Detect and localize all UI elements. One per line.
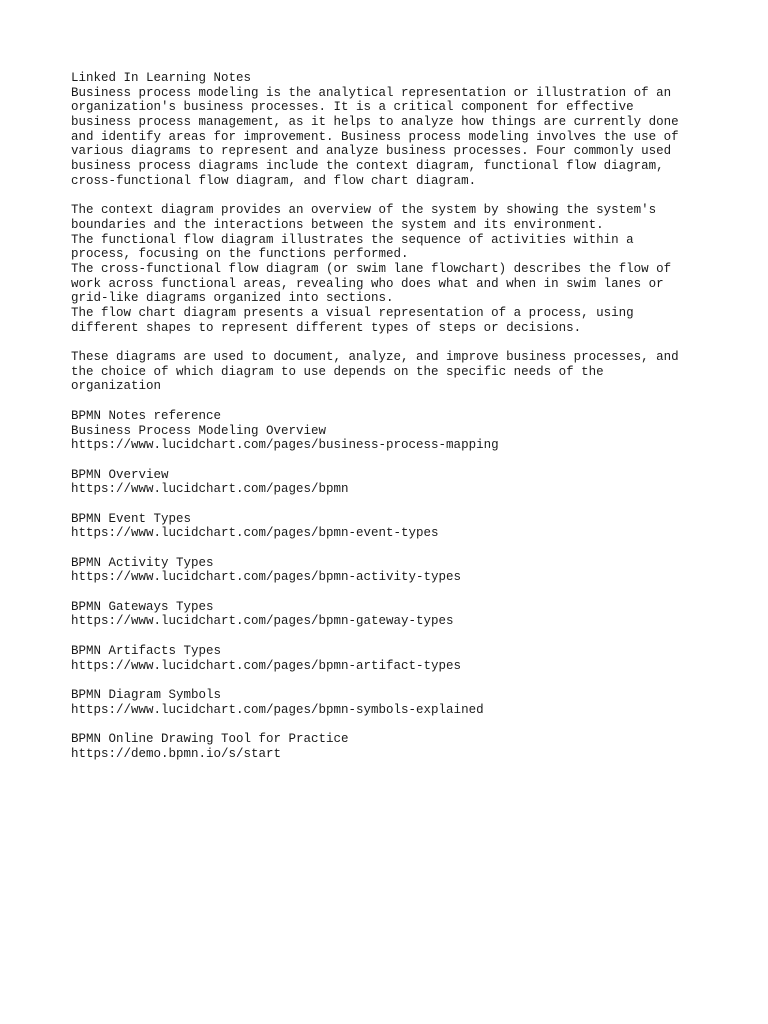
- paragraph-line: organization's business processes. It is a critical component for effective: [71, 100, 634, 115]
- reference-block: [71, 600, 731, 629]
- document-page: [71, 71, 731, 761]
- paragraph-line: process, focusing on the functions performed.: [71, 247, 409, 262]
- reference-url[interactable]: https://www.lucidchart.com/pages/bpmn-event-types: [71, 526, 439, 541]
- reference-heading: BPMN Diagram Symbols: [71, 687, 222, 702]
- reference-block: [71, 468, 731, 497]
- paragraph-line: business process diagrams include the context diagram, functional flow diagram,: [71, 159, 664, 174]
- reference-heading: BPMN Artifacts Types: [71, 643, 222, 658]
- paragraph-line: cross-functional flow diagram, and flow chart diagram.: [71, 173, 477, 188]
- reference-url[interactable]: https://www.lucidchart.com/pages/bpmn: [71, 482, 349, 497]
- paragraph-spacer: [71, 453, 731, 468]
- paragraph-line: The flow chart diagram presents a visual representation of a process, using: [71, 306, 634, 320]
- reference-heading: BPMN Event Types: [71, 511, 192, 526]
- reference-url[interactable]: https://www.lucidchart.com/pages/bpmn-artifact-types: [71, 658, 462, 673]
- reference-block: [71, 644, 731, 673]
- paragraph-line: business process management, as it helps to analyze how things are currently done: [71, 115, 679, 130]
- reference-block: [71, 512, 731, 541]
- reference-block: [71, 556, 731, 585]
- reference-subheading: Business Process Modeling Overview: [71, 423, 327, 438]
- conclusion-paragraph: [71, 350, 731, 394]
- paragraph-spacer: [71, 673, 731, 688]
- intro-paragraph: [71, 86, 731, 189]
- paragraph-line: boundaries and the interactions between the system and its environment.: [71, 217, 604, 232]
- paragraph-line: The cross-functional flow diagram (or swim lane flowchart) describes the flow of: [71, 261, 672, 276]
- reference-url[interactable]: https://www.lucidchart.com/pages/business-process-mapping: [71, 438, 499, 453]
- reference-url[interactable]: https://www.lucidchart.com/pages/bpmn-activity-types: [71, 570, 462, 585]
- reference-url[interactable]: https://demo.bpmn.io/s/start: [71, 746, 282, 761]
- paragraph-line: different shapes to represent different types of steps or decisions.: [71, 320, 582, 335]
- paragraph-spacer: [71, 335, 731, 350]
- paragraph-spacer: [71, 585, 731, 600]
- paragraph-line: the choice of which diagram to use depends on the specific needs of the: [71, 364, 604, 379]
- paragraph-line: The context diagram provides an overview of the system by showing the system's: [71, 203, 657, 218]
- paragraph-line: The functional flow diagram illustrates the sequence of activities within a: [71, 232, 634, 247]
- reference-block: [71, 732, 731, 761]
- paragraph-spacer: [71, 717, 731, 732]
- reference-block: [71, 688, 731, 717]
- reference-heading: BPMN Overview: [71, 467, 169, 482]
- document-title: Linked In Learning Notes: [71, 71, 252, 85]
- paragraph-spacer: [71, 189, 731, 204]
- paragraph-spacer: [71, 541, 731, 556]
- paragraph-spacer: [71, 497, 731, 512]
- paragraph-line: Business process modeling is the analytical representation or illustration of an: [71, 85, 672, 100]
- reference-heading: BPMN Notes reference: [71, 408, 222, 423]
- paragraph-spacer: [71, 394, 731, 409]
- reference-heading: BPMN Activity Types: [71, 555, 214, 570]
- reference-url[interactable]: https://www.lucidchart.com/pages/bpmn-gateway-types: [71, 614, 454, 629]
- paragraph-line: organization: [71, 379, 162, 394]
- paragraph-line: and identify areas for improvement. Business process modeling involves the use of: [71, 129, 679, 144]
- diagram-descriptions: [71, 203, 731, 335]
- paragraph-line: grid-like diagrams organized into sections.: [71, 291, 394, 306]
- paragraph-spacer: [71, 629, 731, 644]
- paragraph-line: These diagrams are used to document, analyze, and improve business processes, and: [71, 350, 679, 365]
- reference-url[interactable]: https://www.lucidchart.com/pages/bpmn-symbols-explained: [71, 702, 484, 717]
- paragraph-line: various diagrams to represent and analyze business processes. Four commonly used: [71, 144, 672, 159]
- reference-heading: BPMN Gateways Types: [71, 599, 214, 614]
- paragraph-line: work across functional areas, revealing who does what and when in swim lanes or: [71, 276, 664, 291]
- reference-heading: BPMN Online Drawing Tool for Practice: [71, 731, 349, 746]
- reference-block: [71, 409, 731, 453]
